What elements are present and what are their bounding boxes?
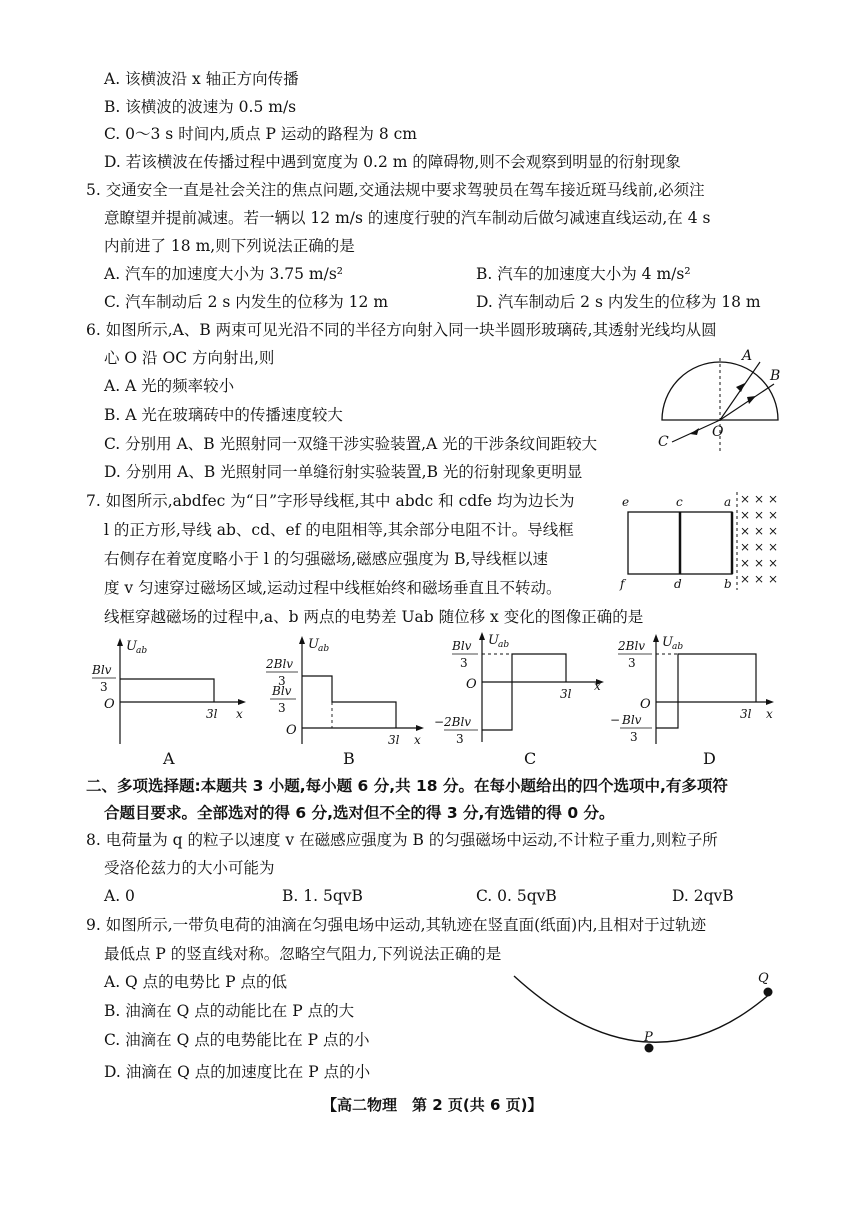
graph-c-neg-num: 2Blv: [444, 715, 472, 729]
graph-d-label: D: [703, 749, 716, 768]
graph-b: [262, 632, 432, 756]
wire-frame-figure: [618, 490, 788, 590]
field-x-mark: ×: [768, 540, 779, 554]
graph-c-x-name: x: [594, 679, 601, 693]
point-q: [764, 988, 773, 997]
graph-a-top-num: Blv: [92, 663, 112, 677]
frame-label-b: b: [724, 577, 732, 591]
graph-b-mid-num: Blv: [272, 684, 292, 698]
q8-option-b: B. 1. 5qvB: [282, 887, 363, 905]
field-x-mark: ×: [768, 556, 779, 570]
q5-stem-2: 意瞭望并提前减速。若一辆以 12 m/s 的速度行驶的汽车制动后做匀减速直线运动,在 4 s: [104, 209, 711, 227]
graph-b-x-end: 3l: [388, 733, 400, 747]
q4-option-b: B. 该横波的波速为 0.5 m/s: [104, 98, 297, 116]
q7-stem-1: 7. 如图所示,abdfec 为“日”字形导线框,其中 abdc 和 cdfe 均为边长为: [86, 492, 575, 510]
q9-option-c: C. 油滴在 Q 点的电势能比在 P 点的小: [104, 1031, 370, 1049]
field-x-mark: ×: [740, 540, 751, 554]
graph-b-y-sub: ab: [318, 644, 330, 654]
graph-b-top-den: 3: [278, 674, 286, 688]
graph-d: [610, 632, 785, 756]
graph-d-neg-den: 3: [630, 730, 638, 744]
graph-c-y-name: U: [488, 633, 499, 648]
field-x-mark: ×: [740, 572, 751, 586]
q8-option-a: A. 0: [104, 887, 135, 905]
q8-stem-2: 受洛伦兹力的大小可能为: [104, 859, 275, 877]
q5-option-a: A. 汽车的加速度大小为 3.75 m/s²: [104, 265, 344, 283]
graph-c-origin: O: [466, 677, 477, 692]
field-x-mark: ×: [754, 540, 765, 554]
frame-label-e: e: [622, 495, 630, 509]
frame-label-d: d: [674, 577, 682, 591]
q4-option-d: D. 若该横波在传播过程中遇到宽度为 0.2 m 的障碍物,则不会观察到明显的衍射现象: [104, 153, 681, 171]
graph-c-y-sub: ab: [498, 640, 510, 650]
field-x-mark: ×: [754, 572, 765, 586]
graph-d-top-den: 3: [628, 656, 636, 670]
graph-d-top-num: 2Blv: [618, 639, 646, 653]
label-c: C: [658, 434, 669, 450]
graph-a-x-end: 3l: [206, 707, 218, 721]
q9-option-d: D. 油滴在 Q 点的加速度比在 P 点的小: [104, 1063, 371, 1081]
label-q: Q: [758, 971, 769, 986]
field-x-mark: ×: [740, 492, 751, 506]
q9-option-a: A. Q 点的电势比 P 点的低: [104, 973, 287, 991]
graph-d-neg-num: Blv: [622, 713, 642, 727]
frame-label-a: a: [724, 495, 732, 509]
q7-stem-4: 度 v 匀速穿过磁场区域,运动过程中线框始终和磁场垂直且不转动。: [104, 579, 562, 597]
label-a: A: [742, 348, 753, 364]
graph-d-y-name: U: [662, 635, 673, 650]
q6-stem-2: 心 O 沿 OC 方向射出,则: [104, 349, 275, 367]
field-x-mark: ×: [740, 524, 751, 538]
graph-a-y-name: U: [126, 639, 137, 654]
graph-c-label: C: [524, 749, 537, 768]
q4-option-c: C. 0～3 s 时间内,质点 P 运动的路程为 8 cm: [104, 125, 417, 143]
q6-option-b: B. A 光在玻璃砖中的传播速度较大: [104, 406, 343, 424]
graph-b-top-num: 2Blv: [266, 657, 294, 671]
field-x-mark: ×: [768, 524, 779, 538]
q5-option-b: B. 汽车的加速度大小为 4 m/s²: [476, 265, 691, 283]
graph-a-origin: O: [104, 697, 115, 712]
q7-stem-3: 右侧存在着宽度略小于 l 的匀强磁场,磁感应强度为 B,导线框以速: [104, 550, 548, 568]
field-x-mark: ×: [754, 524, 765, 538]
label-b: B: [770, 368, 781, 384]
q6-option-a: A. A 光的频率较小: [104, 377, 235, 395]
graph-a: [90, 636, 250, 756]
svg-text:−: −: [434, 715, 445, 729]
q9-stem-1: 9. 如图所示,一带负电荷的油滴在匀强电场中运动,其轨迹在竖直面(纸面)内,且相对于过轨迹: [86, 916, 707, 934]
graph-a-y-sub: ab: [136, 646, 148, 656]
field-x-mark: ×: [768, 508, 779, 522]
q8-option-c: C. 0. 5qvB: [476, 887, 557, 905]
graph-b-label: B: [343, 749, 355, 768]
label-p: P: [644, 1030, 653, 1045]
q8-option-d: D. 2qvB: [672, 887, 734, 905]
field-x-mark: ×: [768, 492, 779, 506]
q8-stem-1: 8. 电荷量为 q 的粒子以速度 v 在磁感应强度为 B 的匀强磁场中运动,不计粒子重力,则粒子所: [86, 831, 718, 849]
field-x-mark: ×: [740, 556, 751, 570]
label-o: O: [712, 424, 724, 440]
q6-option-d: D. 分别用 A、B 光照射同一单缝衍射实验装置,B 光的衍射现象更明显: [104, 463, 583, 481]
q9-stem-2: 最低点 P 的竖直线对称。忽略空气阻力,下列说法正确的是: [104, 945, 502, 963]
q5-stem-1: 5. 交通安全一直是社会关注的焦点问题,交通法规中要求驾驶员在驾车接近斑马线前,必须注: [86, 181, 705, 199]
q7-stem-5: 线框穿越磁场的过程中,a、b 两点的电势差 Uab 随位移 x 变化的图像正确的是: [104, 608, 644, 626]
graph-c-neg-den: 3: [456, 732, 464, 746]
graph-b-mid-den: 3: [278, 701, 286, 715]
q7-stem-2: l 的正方形,导线 ab、cd、ef 的电阻相等,其余部分电阻不计。导线框: [104, 521, 574, 539]
field-x-mark: ×: [768, 572, 779, 586]
graph-d-x-end: 3l: [740, 707, 752, 721]
graph-b-x-name: x: [414, 733, 421, 747]
q5-option-c: C. 汽车制动后 2 s 内发生的位移为 12 m: [104, 293, 389, 311]
svg-text:−: −: [610, 713, 621, 727]
q5-stem-3: 内前进了 18 m,则下列说法正确的是: [104, 237, 355, 255]
graph-d-x-name: x: [766, 707, 773, 721]
q6-stem-1: 6. 如图所示,A、B 两束可见光沿不同的半径方向射入同一块半圆形玻璃砖,其透射光线均从圆: [86, 321, 717, 339]
field-x-mark: ×: [754, 556, 765, 570]
field-x-mark: ×: [740, 508, 751, 522]
graph-b-y-name: U: [308, 637, 319, 652]
q4-option-a: A. 该横波沿 x 轴正方向传播: [104, 70, 299, 88]
field-x-mark: ×: [754, 492, 765, 506]
section-2-heading: 二、多项选择题:本题共 3 小题,每小题 6 分,共 18 分。在每小题给出的四个选项中,有多项符: [86, 777, 728, 795]
graph-d-origin: O: [640, 697, 651, 712]
graph-c-top-den: 3: [460, 656, 468, 670]
magnetic-field-marks: [740, 492, 778, 586]
graph-a-top-den: 3: [100, 680, 108, 694]
q6-option-c: C. 分别用 A、B 光照射同一双缝干涉实验装置,A 光的干涉条纹间距较大: [104, 435, 598, 453]
frame-label-f: f: [620, 577, 625, 591]
graph-a-x-name: x: [236, 707, 243, 721]
graph-c: [434, 630, 614, 754]
graph-a-label: A: [163, 749, 175, 768]
semicircle-glass-figure: [650, 340, 800, 460]
graph-c-x-end: 3l: [560, 687, 572, 701]
graph-b-origin: O: [286, 723, 297, 738]
oil-drop-trajectory-figure: [510, 968, 800, 1058]
section-2-instructions: 合题目要求。全部选对的得 6 分,选对但不全的得 3 分,有选错的得 0 分。: [104, 804, 615, 822]
q5-option-d: D. 汽车制动后 2 s 内发生的位移为 18 m: [476, 293, 761, 311]
frame-label-c: c: [676, 495, 683, 509]
q9-option-b: B. 油滴在 Q 点的动能比在 P 点的大: [104, 1002, 355, 1020]
field-x-mark: ×: [754, 508, 765, 522]
graph-c-top-num: Blv: [452, 639, 472, 653]
graph-d-y-sub: ab: [672, 642, 684, 652]
page-footer: 【高二物理 第 2 页(共 6 页)】: [322, 1096, 543, 1114]
